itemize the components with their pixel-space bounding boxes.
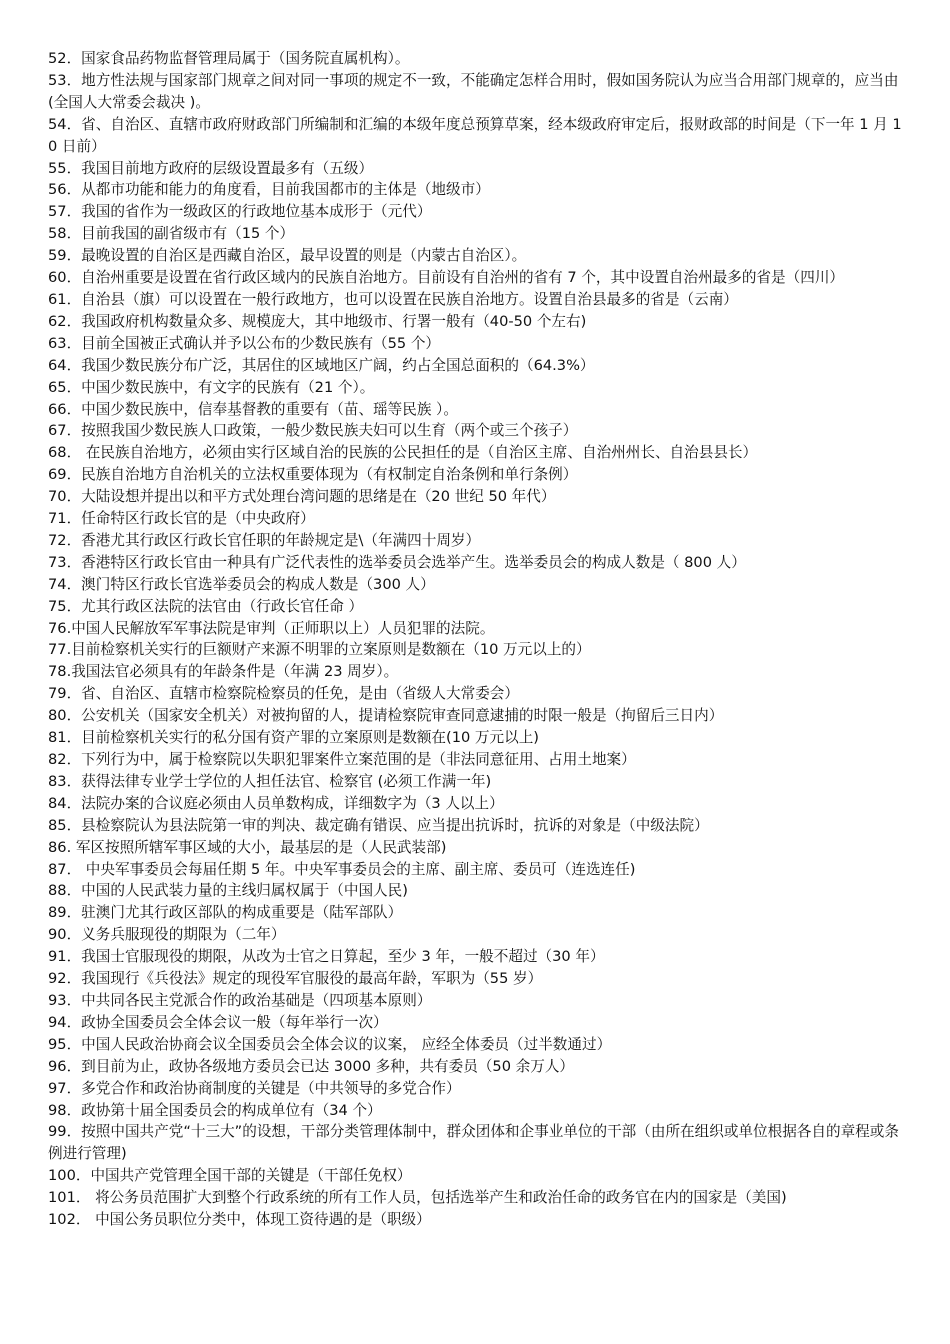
question-item: 102． 中国公务员职位分类中，体现工资待遇的是（职级） xyxy=(48,1211,431,1229)
question-item: 88．中国的人民武装力量的主线归属权属于（中国人民) xyxy=(48,882,408,900)
question-item: 93．中共同各民主党派合作的政治基础是（四项基本原则） xyxy=(48,991,432,1009)
question-item: 87． 中央军事委员会每届任期 5 年。中央军事委员会的主席、副主席、委员可（连选连任) xyxy=(48,860,636,878)
question-item: 55．我国目前地方政府的层级设置最多有（五级） xyxy=(48,159,374,177)
question-item: 67．按照我国少数民族人口政策，一般少数民族夫妇可以生育（两个或三个孩子） xyxy=(48,422,578,440)
question-item: 89．驻澳门尤其行政区部队的构成重要是（陆军部队） xyxy=(48,904,403,922)
question-item: 66．中国少数民族中，信奉基督教的重要有（苗、瑶等民族 ）。 xyxy=(48,400,458,418)
question-item: 69．民族自治地方自治机关的立法权重要体现为（有权制定自治条例和单行条例） xyxy=(48,466,578,484)
question-item: 75．尤其行政区法院的法官由（行政长官任命 ） xyxy=(48,597,364,615)
question-item: 56．从都市功能和能力的角度看，目前我国都市的主体是（地级市） xyxy=(48,181,490,199)
question-item: 95．中国人民政治协商会议全国委员会全体会议的议案， 应经全体委员（过半数通过） xyxy=(48,1035,612,1053)
question-item: 82．下列行为中，属于检察院以失职犯罪案件立案范围的是（非法同意征用、占用土地案） xyxy=(48,751,636,768)
document-page xyxy=(48,48,906,1231)
question-item: 57．我国的省作为一级政区的行政地位基本成形于（元代） xyxy=(48,203,432,221)
question-item: 94．政协全国委员会全体会议一般（每年举行一次） xyxy=(48,1013,388,1031)
question-item: 99．按照中国共产党“十三大”的设想，干部分类管理体制中，群众团体和企事业单位的干部（由所在组织或单位根据各自的章程或条例进行管理) xyxy=(48,1123,899,1163)
question-item: 86. 军区按照所辖军事区域的大小，最基层的是（人民武装部) xyxy=(48,838,447,856)
question-item: 80．公安机关（国家安全机关）对被拘留的人，提请检察院审查同意逮捕的时限一般是（拘留后三日内） xyxy=(48,707,724,725)
question-item: 63．目前全国被正式确认并予以公布的少数民族有（55 个） xyxy=(48,334,441,352)
question-item: 70．大陆设想并提出以和平方式处理台湾问题的思绪是在（20 世纪 50 年代） xyxy=(48,488,556,506)
question-item: 59．最晚设置的自治区是西藏自治区，最早设置的则是（内蒙古自治区）。 xyxy=(48,247,527,265)
question-item: 100．中国共产党管理全国干部的关键是（干部任免权） xyxy=(48,1167,412,1185)
question-item: 101． 将公务员范围扩大到整个行政系统的所有工作人员，包括选举产生和政治任命的政务官在内的国家是（美国) xyxy=(48,1189,787,1207)
question-item: 98．政协第十届全国委员会的构成单位有（34 个） xyxy=(48,1101,382,1119)
question-item: 61．自治县（旗）可以设置在一般行政地方，也可以设置在民族自治地方。设置自治县最多的省是（云南） xyxy=(48,290,738,308)
question-item: 72．香港尤其行政区行政长官任职的年龄规定是\（年满四十周岁） xyxy=(48,531,481,549)
question-item: 73．香港特区行政长官由一种具有广泛代表性的选举委员会选举产生。选举委员会的构成人数是（ 800 人） xyxy=(48,553,746,571)
question-item: 84．法院办案的合议庭必须由人员单数构成，详细数字为（3 人以上） xyxy=(48,794,504,812)
question-item: 78.我国法官必须具有的年龄条件是（年满 23 周岁）。 xyxy=(48,663,399,681)
question-item: 85．县检察院认为县法院第一审的判决、裁定确有错误、应当提出抗诉时，抗诉的对象是（中级法院） xyxy=(48,816,709,834)
question-item: 97．多党合作和政治协商制度的关键是（中共领导的多党合作） xyxy=(48,1079,461,1097)
question-item: 90．义务兵服现役的期限为（二年） xyxy=(48,926,286,944)
question-item: 79．省、自治区、直辖市检察院检察员的任免，是由（省级人大常委会） xyxy=(48,685,519,703)
question-item: 77.目前检察机关实行的巨额财产来源不明罪的立案原则是数额在（10 万元以上的） xyxy=(48,641,591,659)
question-item: 52．国家食品药物监督管理局属于（国务院直属机构）。 xyxy=(48,50,410,67)
question-item: 92．我国现行《兵役法》规定的现役军官服役的最高年龄，军职为（55 岁） xyxy=(48,970,543,988)
question-item: 53．地方性法规与国家部门规章之间对同一事项的规定不一致，不能确定怎样合用时，假如国务院认为应当合用部门规章的，应当由 (全国人大常委会裁决 )。 xyxy=(48,71,899,111)
question-item: 62．我国政府机构数量众多、规模庞大，其中地级市、行署一般有（40-50 个左右) xyxy=(48,312,587,330)
question-item: 81．目前检察机关实行的私分国有资产罪的立案原则是数额在(10 万元以上) xyxy=(48,729,539,747)
question-item: 60．自治州重要是设置在省行政区域内的民族自治地方。目前设有自治州的省有 7 个，其中设置自治州最多的省是（四川） xyxy=(48,269,845,287)
question-item: 74．澳门特区行政长官选举委员会的构成人数是（300 人） xyxy=(48,575,435,593)
question-item: 65．中国少数民族中，有文字的民族有（21 个）。 xyxy=(48,378,375,396)
question-item: 83．获得法律专业学士学位的人担任法官、检察官 (必须工作满一年) xyxy=(48,772,492,790)
question-item: 58．目前我国的副省级市有（15 个） xyxy=(48,225,295,243)
question-item: 96．到目前为止，政协各级地方委员会已达 3000 多种，共有委员（50 余万人） xyxy=(48,1057,575,1075)
question-item: 54．省、自治区、直辖市政府财政部门所编制和汇编的本级年度总预算草案，经本级政府审定后，报财政部的时间是（下一年 1 月 10 日前） xyxy=(48,115,902,155)
question-item: 64．我国少数民族分布广泛，其居住的区域地区广阔，约占全国总面积的（64.3%） xyxy=(48,356,595,374)
question-item: 68． 在民族自治地方，必须由实行区域自治的民族的公民担任的是（自治区主席、自治州州长、自治县县长） xyxy=(48,444,758,462)
question-item: 76.中国人民解放军军事法院是审判（正师职以上）人员犯罪的法院。 xyxy=(48,619,495,637)
question-item: 71．任命特区行政长官的是（中央政府） xyxy=(48,510,315,528)
question-item: 91．我国士官服现役的期限，从改为士官之日算起，至少 3 年，一般不超过（30 年） xyxy=(48,948,605,966)
